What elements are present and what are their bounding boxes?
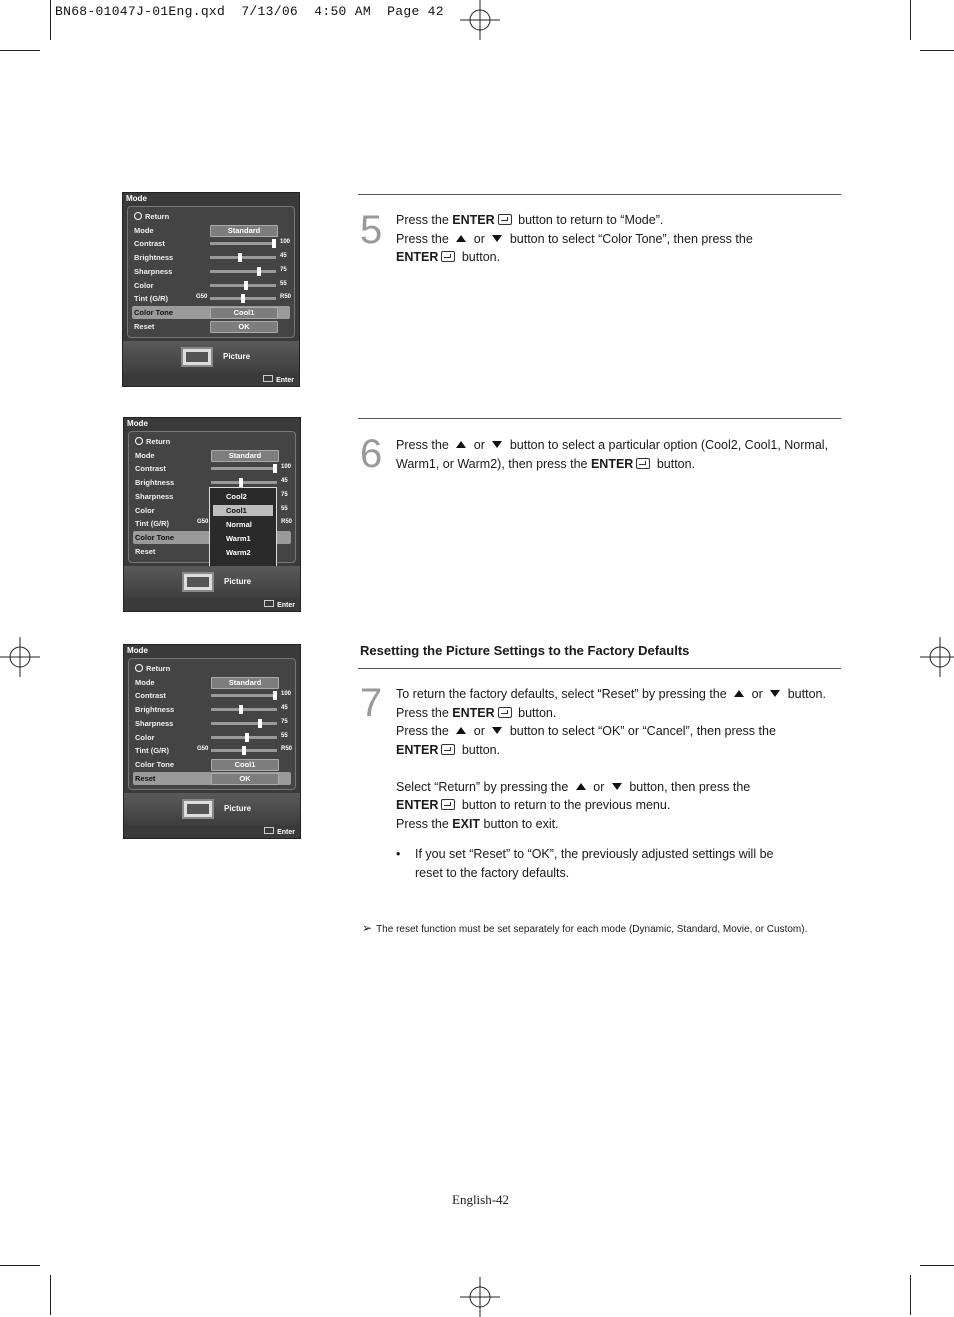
down-arrow-icon [612,783,622,790]
osd-slider [211,694,277,697]
up-arrow-icon [456,727,466,734]
osd-footer [124,793,300,825]
popup-option: Cool1 [213,505,273,516]
osd-title: Mode [127,419,148,428]
enter-icon [636,458,650,469]
osd-tint-g: G50 [196,294,208,301]
osd-return-item: Return [135,663,170,674]
osd-slider [211,749,277,752]
osd-row-label: Color Tone [135,759,175,769]
crop-mark [50,1275,51,1315]
osd-tint-g: G50 [197,519,209,526]
osd-slider-knob [272,239,276,248]
step-number: 7 [360,681,383,725]
step-number: 6 [360,432,383,476]
osd-slider [211,722,277,725]
osd-slider [210,270,276,273]
osd-picture-label: Picture [224,577,252,586]
osd-slider-value: 45 [280,253,287,260]
picture-icon [182,572,214,592]
osd-slider-value: 75 [281,491,288,498]
divider [358,418,841,419]
osd-slider [211,467,277,470]
osd-slider-knob [245,733,249,742]
osd-reset-value: OK [211,773,279,785]
down-arrow-icon [770,690,780,697]
up-arrow-icon [734,690,744,697]
osd-footer [123,341,299,373]
up-arrow-icon [456,235,466,242]
osd-return-item: Return [135,436,170,447]
osd-slider-knob [273,691,277,700]
osd-slider-value: 75 [280,266,287,273]
osd-picture-label: Picture [224,804,252,813]
osd-row-label: Color [135,505,155,515]
osd-slider-knob [239,478,243,487]
osd-row-label: Mode [135,450,155,460]
osd-color-tone-menu [122,192,300,387]
enter-icon [441,799,455,810]
enter-icon [441,251,455,262]
enter-icon [498,214,512,225]
osd-row-label: Color [135,732,155,742]
down-arrow-icon [492,441,502,448]
osd-slider-knob [258,719,262,728]
divider [358,668,841,669]
osd-tint-g: G50 [197,746,209,753]
osd-slider-knob [273,464,277,473]
osd-enter-hint: Enter [264,827,295,836]
osd-row-label: Brightness [135,705,175,715]
osd-row-label: Color Tone [134,307,174,317]
osd-slider-knob [239,705,243,714]
picture-icon [182,799,214,819]
osd-color-tone-popup [123,417,301,612]
osd-slider-value: 100 [281,691,292,698]
osd-slider-value: 100 [281,464,292,471]
osd-row-label: Reset [134,321,155,331]
bullet: • [396,847,401,861]
osd-title: Mode [126,194,147,203]
crop-mark [910,0,911,40]
osd-row-label: Reset [135,773,156,783]
osd-tone-value: Cool1 [211,759,279,771]
osd-slider [211,736,277,739]
step-5-text: Press the ENTER button to return to “Mode”. Press the or button to select “Color Tone”, then press the ENTER button. [396,213,753,264]
note-arrow-icon: ➢ [362,921,373,935]
osd-slider-value: 75 [281,718,288,725]
osd-slider-value: 55 [281,505,288,512]
osd-row-label: Contrast [134,239,165,249]
osd-row-label: Reset [135,546,156,556]
osd-slider-knob [242,746,246,755]
osd-slider [211,481,277,484]
step-number: 5 [360,208,383,252]
osd-slider-knob [257,267,261,276]
osd-menu [128,431,296,563]
osd-enter-hint: Enter [263,375,294,384]
osd-tone-popup [209,487,277,569]
osd-row-label: Tint (G/R) [134,294,169,304]
registration-mark-icon [460,0,500,40]
down-arrow-icon [492,727,502,734]
crop-mark [920,1265,954,1266]
osd-row-label: Tint (G/R) [135,519,170,529]
popup-option: Warm1 [226,534,251,543]
osd-picture-label: Picture [223,352,251,361]
picture-icon [181,347,213,367]
osd-slider [210,297,276,300]
osd-row-label: Brightness [134,253,174,263]
osd-row-label: Contrast [135,691,166,701]
osd-slider-value: 45 [281,478,288,485]
osd-slider-value: 100 [280,239,291,246]
crop-mark [0,1265,40,1266]
file-slug: BN68-01047J-01Eng.qxd 7/13/06 4:50 AM Page 42 [55,4,444,19]
up-arrow-icon [576,783,586,790]
osd-slider [210,256,276,259]
enter-icon [441,744,455,755]
osd-row-label: Sharpness [135,718,174,728]
osd-slider-value: 55 [281,732,288,739]
registration-mark-icon [920,637,954,677]
crop-mark [920,50,954,51]
osd-row-label: Color [134,280,154,290]
osd-tone-value: Cool1 [210,307,278,319]
up-arrow-icon [456,441,466,448]
osd-row-label: Tint (G/R) [135,746,170,756]
osd-slider-value: 45 [281,705,288,712]
osd-row-label: Sharpness [135,491,174,501]
osd-menu [127,206,295,338]
osd-title: Mode [127,646,148,655]
osd-slider-value: 55 [280,280,287,287]
down-arrow-icon [492,235,502,242]
crop-mark [910,1275,911,1315]
osd-slider [210,284,276,287]
page-number: English-42 [452,1192,510,1207]
popup-option: Normal [226,520,252,529]
osd-row-label: Mode [135,677,155,687]
osd-slider [210,242,276,245]
section-title: Resetting the Picture Settings to the Factory Defaults [360,643,690,658]
crop-mark [50,0,51,40]
osd-mode-value: Standard [210,225,278,237]
divider [358,194,841,195]
osd-row-label: Mode [134,225,154,235]
registration-mark-icon [460,1277,500,1317]
step-6-text: Press the or button to select a particular option (Cool2, Cool1, Normal, Warm1, or Warm2), then press the ENTER button. [396,438,829,471]
osd-reset-value: OK [210,321,278,333]
popup-option: Warm2 [226,548,251,557]
osd-mode-value: Standard [211,450,279,462]
osd-tint-r: R50 [280,294,292,301]
enter-icon [498,707,512,718]
osd-enter-hint: Enter [264,600,295,609]
osd-mode-value: Standard [211,677,279,689]
osd-reset-menu [123,644,301,839]
osd-row-label: Sharpness [134,266,173,276]
osd-tint-r: R50 [281,746,293,753]
step-7-text: To return the factory defaults, select “Reset” by pressing the or button. Press the ENTER button. Press the or button to select “OK” or “Cancel”, then press the ENTER button. Select “Return” by pressing the or button, then press the ENTER button to return to the previous menu. Press the EXIT button to exit. • If you set “Reset” to “OK”, the previously adjusted settings will be reset to the factory defaults. [396,687,826,880]
crop-mark [0,50,40,51]
osd-slider-knob [244,281,248,290]
note: ➢ The reset function must be set separately for each mode (Dynamic, Standard, Movie, or Custom). [362,921,808,935]
osd-slider-knob [241,294,245,303]
osd-footer [124,566,300,598]
osd-tint-r: R50 [281,519,293,526]
osd-slider [211,708,277,711]
registration-mark-icon [0,637,40,677]
osd-menu [128,658,296,790]
osd-row-label: Contrast [135,464,166,474]
osd-slider-knob [238,253,242,262]
popup-option: Cool2 [226,492,247,501]
osd-row-label: Color Tone [135,532,175,542]
osd-row-label: Brightness [135,478,175,488]
osd-return-item: Return [134,211,169,222]
